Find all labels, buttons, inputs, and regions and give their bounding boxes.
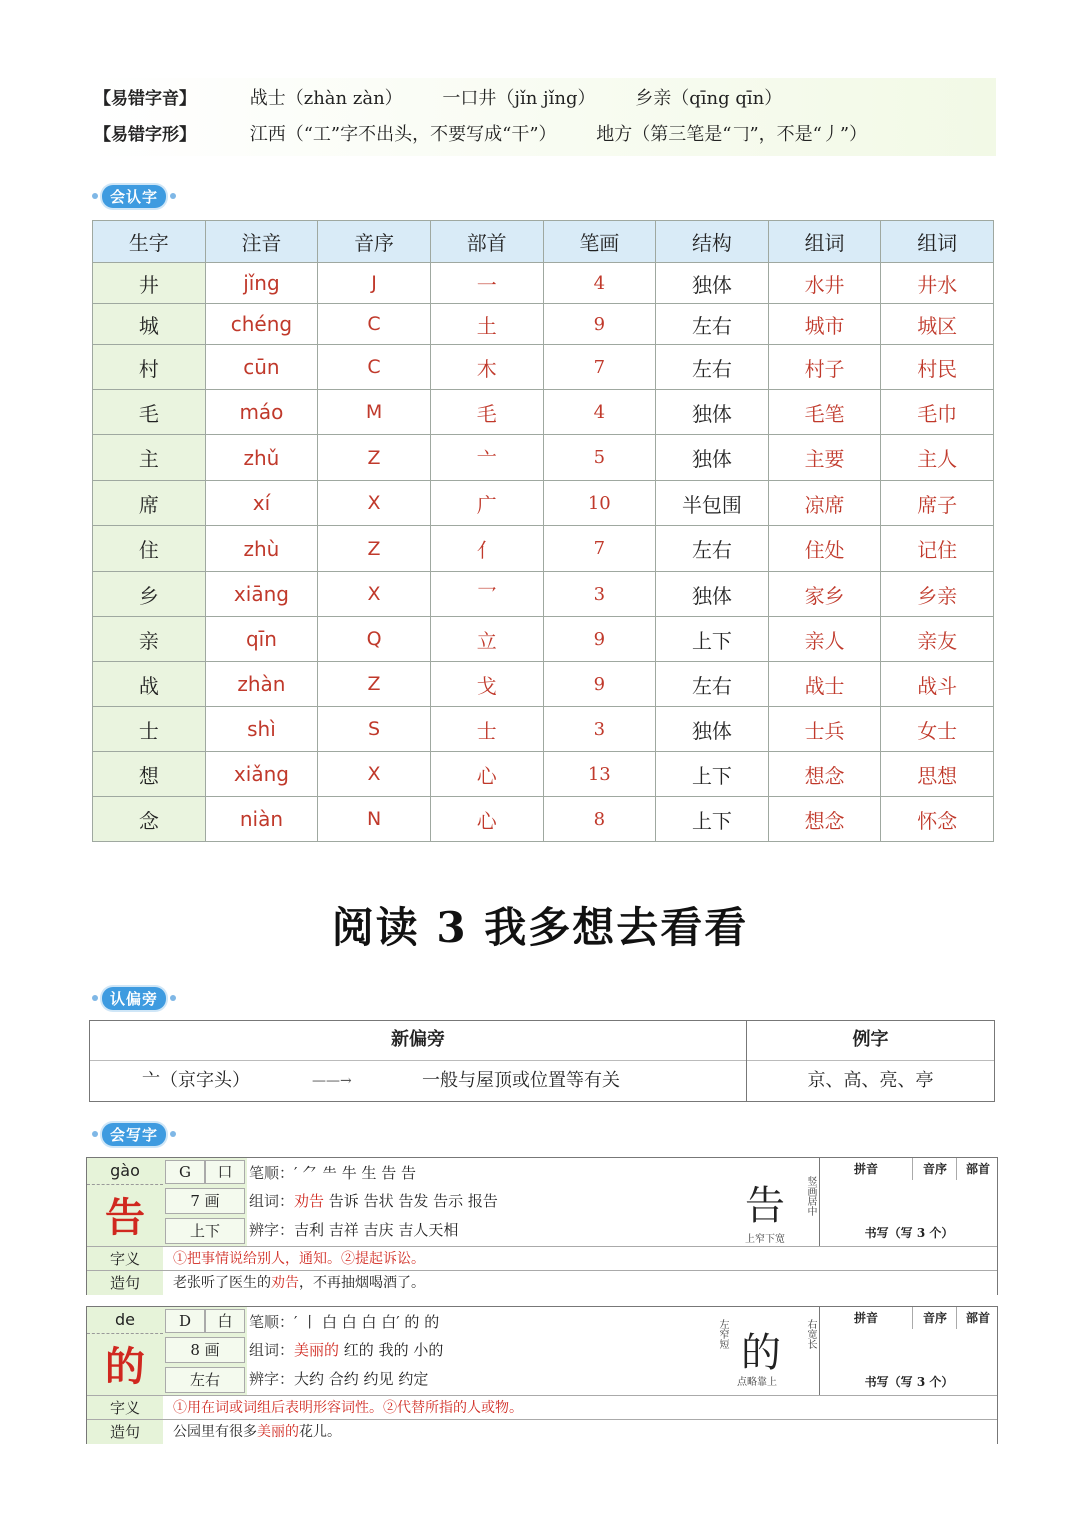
table-cell: 8 bbox=[543, 797, 656, 842]
table-cell: 心 bbox=[430, 752, 543, 797]
pronunciation-label: 【易错字音】 bbox=[94, 89, 196, 109]
table-cell: cūn bbox=[205, 345, 318, 390]
table-cell: 战斗 bbox=[881, 662, 994, 707]
table-cell: 9 bbox=[543, 662, 656, 707]
table-cell: 10 bbox=[543, 481, 656, 526]
table-cell: 城 bbox=[93, 304, 206, 345]
badge-label: 认偏旁 bbox=[102, 987, 166, 1010]
dot-icon bbox=[92, 1131, 98, 1137]
practice-header: 拼音 bbox=[853, 1311, 878, 1325]
table-cell: 住处 bbox=[768, 526, 881, 572]
table-cell: 主要 bbox=[768, 435, 881, 481]
writing-guide bbox=[711, 1307, 819, 1395]
table-cell: 亻 bbox=[430, 526, 543, 572]
table-cell: 乡 bbox=[93, 572, 206, 617]
compare-label: 辨字： bbox=[249, 1221, 295, 1239]
table-cell: 上下 bbox=[656, 797, 769, 842]
lesson-title: 阅读 3 我多想去看看 bbox=[331, 903, 749, 952]
table-cell: 主 bbox=[93, 435, 206, 481]
guide-character: 的 bbox=[741, 1330, 781, 1376]
table-cell: M bbox=[318, 390, 431, 435]
dot-icon bbox=[170, 1131, 176, 1137]
table-cell: 士 bbox=[93, 707, 206, 752]
table-cell: 9 bbox=[543, 617, 656, 662]
table-cell: Q bbox=[318, 617, 431, 662]
column-header: 笔画 bbox=[543, 221, 656, 263]
meaning-label: 字义 bbox=[87, 1396, 163, 1420]
char-info-panel bbox=[87, 1307, 247, 1395]
dot-icon bbox=[92, 995, 98, 1001]
meaning-label: 字义 bbox=[87, 1247, 163, 1271]
table-cell: 想 bbox=[93, 752, 206, 797]
table-cell: 主人 bbox=[881, 435, 994, 481]
table-cell: 凉席 bbox=[768, 481, 881, 526]
meaning-row bbox=[87, 1395, 997, 1420]
table-row bbox=[93, 345, 994, 390]
table-cell: X bbox=[318, 752, 431, 797]
column-header: 组词 bbox=[768, 221, 881, 263]
table-cell: 毛巾 bbox=[881, 390, 994, 435]
table-cell: Z bbox=[318, 435, 431, 481]
table-cell: 左右 bbox=[656, 345, 769, 390]
sentence-label: 造句 bbox=[87, 1420, 163, 1444]
table-cell: 戈 bbox=[430, 662, 543, 707]
table-cell: zhǔ bbox=[205, 435, 318, 481]
table-cell: 立 bbox=[430, 617, 543, 662]
table-cell: 城市 bbox=[768, 304, 881, 345]
radical-examples: 京、高、亮、亭 bbox=[807, 1070, 934, 1091]
table-cell: 一 bbox=[430, 263, 543, 304]
char-pinyin: de bbox=[87, 1307, 163, 1334]
table-cell: shì bbox=[205, 707, 318, 752]
table-cell: 5 bbox=[543, 435, 656, 481]
note-item: 乡亲（qīng qīn） bbox=[635, 88, 783, 109]
table-cell: 席子 bbox=[881, 481, 994, 526]
table-cell: Z bbox=[318, 526, 431, 572]
sentence-text: 公园里有很多美丽的花儿。 bbox=[173, 1424, 341, 1440]
table-cell: 左右 bbox=[656, 526, 769, 572]
table-cell: 士兵 bbox=[768, 707, 881, 752]
practice-write-label: 书写（写 3 个） bbox=[864, 1226, 954, 1240]
stroke-order-line bbox=[249, 1159, 416, 1187]
radicals-table bbox=[89, 1020, 995, 1102]
table-cell: 亠 bbox=[430, 435, 543, 481]
words-line bbox=[249, 1187, 498, 1215]
table-cell: C bbox=[318, 304, 431, 345]
table-row bbox=[93, 752, 994, 797]
table-cell: 4 bbox=[543, 263, 656, 304]
table-cell: chéng bbox=[205, 304, 318, 345]
error-notes bbox=[88, 78, 996, 156]
table-cell: 广 bbox=[430, 481, 543, 526]
table-cell: 乛 bbox=[430, 572, 543, 617]
note-item: 江西（“工”字不出头，不要写成“干”） bbox=[249, 124, 557, 145]
word-list: 红的 我的 小的 bbox=[339, 1341, 444, 1359]
table-cell: 井水 bbox=[881, 263, 994, 304]
dot-icon bbox=[170, 995, 176, 1001]
table-row bbox=[93, 797, 994, 842]
guide-tip: 上窄下宽 bbox=[745, 1234, 785, 1245]
compare-line bbox=[249, 1216, 458, 1244]
table-cell: niàn bbox=[205, 797, 318, 842]
guide-tip: 左窄短 bbox=[717, 1319, 728, 1349]
column-header: 注音 bbox=[205, 221, 318, 263]
table-cell: S bbox=[318, 707, 431, 752]
char-strokes: 8 画 bbox=[165, 1337, 245, 1363]
table-cell: X bbox=[318, 572, 431, 617]
table-cell: 左右 bbox=[656, 304, 769, 345]
table-cell: 想念 bbox=[768, 752, 881, 797]
table-cell: 左右 bbox=[656, 662, 769, 707]
table-row bbox=[93, 572, 994, 617]
practice-header: 部首 bbox=[956, 1307, 999, 1329]
words-label: 组词： bbox=[249, 1341, 295, 1359]
shape-label: 【易错字形】 bbox=[94, 125, 196, 145]
guide-tip: 点略靠上 bbox=[737, 1377, 777, 1388]
table-cell: 毛笔 bbox=[768, 390, 881, 435]
char-strokes: 7 画 bbox=[165, 1188, 245, 1214]
table-row bbox=[93, 304, 994, 345]
table-cell: zhàn bbox=[205, 662, 318, 707]
char-index-letter: G bbox=[165, 1160, 205, 1184]
compare-words: 吉利 吉祥 吉庆 吉人天相 bbox=[294, 1221, 459, 1239]
stroke-order-label: 笔顺： bbox=[249, 1313, 295, 1331]
practice-grid bbox=[819, 1158, 998, 1246]
table-cell: 7 bbox=[543, 526, 656, 572]
table-cell: 上下 bbox=[656, 752, 769, 797]
note-item: 地方（第三笔是“𠃌”，不是“丿”） bbox=[596, 124, 868, 145]
table-cell: 3 bbox=[543, 572, 656, 617]
table-cell: 亲 bbox=[93, 617, 206, 662]
table-cell: zhù bbox=[205, 526, 318, 572]
table-row bbox=[93, 526, 994, 572]
writing-guide bbox=[711, 1158, 819, 1246]
stroke-order-label: 笔顺： bbox=[249, 1164, 295, 1182]
table-cell: 亲人 bbox=[768, 617, 881, 662]
sentence-row bbox=[87, 1270, 997, 1295]
words-line bbox=[249, 1336, 443, 1364]
shape-notes bbox=[94, 120, 901, 150]
note-item: 一口井（jǐn jǐng） bbox=[442, 88, 596, 109]
table-cell: 思想 bbox=[881, 752, 994, 797]
guide-tip: 竖画居中 bbox=[805, 1176, 816, 1216]
writing-card-gao bbox=[86, 1157, 998, 1295]
table-cell: 席 bbox=[93, 481, 206, 526]
word-list: 告诉 告状 告发 告示 报告 bbox=[324, 1192, 498, 1210]
table-row bbox=[93, 707, 994, 752]
column-header: 结构 bbox=[656, 221, 769, 263]
table-cell: 士 bbox=[430, 707, 543, 752]
column-header: 组词 bbox=[881, 221, 994, 263]
practice-header: 拼音 bbox=[853, 1162, 878, 1176]
table-row bbox=[93, 617, 994, 662]
table-cell: máo bbox=[205, 390, 318, 435]
table-cell: 住 bbox=[93, 526, 206, 572]
table-header-row bbox=[93, 221, 994, 263]
table-cell: 7 bbox=[543, 345, 656, 390]
table-cell: 亲友 bbox=[881, 617, 994, 662]
table-cell: 独体 bbox=[656, 707, 769, 752]
table-cell: 独体 bbox=[656, 390, 769, 435]
highlight-word: 美丽的 bbox=[294, 1341, 340, 1359]
big-character: 告 bbox=[105, 1194, 145, 1241]
table-cell: 独体 bbox=[656, 263, 769, 304]
practice-write-label: 书写（写 3 个） bbox=[864, 1375, 954, 1389]
column-header: 音序 bbox=[318, 221, 431, 263]
char-index-letter: D bbox=[165, 1309, 205, 1333]
note-item: 战士（zhàn zàn） bbox=[249, 88, 403, 109]
column-header: 部首 bbox=[430, 221, 543, 263]
table-cell: 战 bbox=[93, 662, 206, 707]
sentence-text: 老张听了医生的劝告，不再抽烟喝酒了。 bbox=[173, 1275, 425, 1291]
column-header: 新偏旁 bbox=[391, 1029, 445, 1050]
table-cell: C bbox=[318, 345, 431, 390]
badge-label: 会写字 bbox=[102, 1123, 166, 1146]
big-character: 的 bbox=[105, 1343, 145, 1390]
section-badge-radicals bbox=[92, 987, 176, 1009]
practice-header: 音序 bbox=[912, 1158, 957, 1180]
arrow-icon: ——→ bbox=[312, 1073, 352, 1089]
table-cell: xiǎng bbox=[205, 752, 318, 797]
table-cell: 4 bbox=[543, 390, 656, 435]
table-row bbox=[93, 662, 994, 707]
table-cell: 村民 bbox=[881, 345, 994, 390]
guide-tip: 右宽长 bbox=[805, 1319, 816, 1349]
section-badge-recognize bbox=[92, 185, 176, 207]
table-cell: qīn bbox=[205, 617, 318, 662]
table-row bbox=[93, 481, 994, 526]
practice-header: 部首 bbox=[956, 1158, 999, 1180]
table-cell: X bbox=[318, 481, 431, 526]
sentence-row bbox=[87, 1419, 997, 1444]
table-row bbox=[93, 390, 994, 435]
table-cell: 心 bbox=[430, 797, 543, 842]
table-cell: 独体 bbox=[656, 572, 769, 617]
highlight-word: 劝告 bbox=[294, 1192, 325, 1210]
table-cell: xí bbox=[205, 481, 318, 526]
compare-label: 辨字： bbox=[249, 1370, 295, 1388]
radical-name: 亠（京字头） bbox=[142, 1070, 250, 1091]
stroke-order-line bbox=[249, 1308, 439, 1336]
pronunciation-notes bbox=[94, 84, 816, 114]
stroke-order: ′ 丨 白 白 白 白′ 的 的 bbox=[294, 1313, 440, 1331]
table-cell: xiāng bbox=[205, 572, 318, 617]
char-info-panel bbox=[87, 1158, 247, 1246]
table-cell: 上下 bbox=[656, 617, 769, 662]
table-cell: 毛 bbox=[93, 390, 206, 435]
practice-grid bbox=[819, 1307, 998, 1395]
radical-meaning: 一般与屋顶或位置等有关 bbox=[422, 1070, 620, 1091]
table-cell: 土 bbox=[430, 304, 543, 345]
table-cell: J bbox=[318, 263, 431, 304]
dot-icon bbox=[92, 193, 98, 199]
table-row bbox=[93, 435, 994, 481]
meaning-text: ①用在词或词组后表明形容词性。②代替所指的人或物。 bbox=[173, 1400, 523, 1416]
table-cell: 怀念 bbox=[881, 797, 994, 842]
table-cell: 井 bbox=[93, 263, 206, 304]
words-label: 组词： bbox=[249, 1192, 295, 1210]
table-cell: Z bbox=[318, 662, 431, 707]
column-header: 生字 bbox=[93, 221, 206, 263]
table-cell: jǐng bbox=[205, 263, 318, 304]
table-cell: 想念 bbox=[768, 797, 881, 842]
column-header: 例字 bbox=[852, 1029, 889, 1050]
table-cell: 记住 bbox=[881, 526, 994, 572]
badge-label: 会认字 bbox=[102, 185, 166, 208]
char-radical: 白 bbox=[205, 1309, 245, 1333]
table-cell: 水井 bbox=[768, 263, 881, 304]
table-cell: 女士 bbox=[881, 707, 994, 752]
writing-card-de bbox=[86, 1306, 998, 1444]
table-cell: 村子 bbox=[768, 345, 881, 390]
guide-character: 告 bbox=[745, 1183, 785, 1229]
table-cell: 村 bbox=[93, 345, 206, 390]
practice-header: 音序 bbox=[912, 1307, 957, 1329]
table-cell: 城区 bbox=[881, 304, 994, 345]
section-badge-write bbox=[92, 1123, 176, 1145]
char-structure: 上下 bbox=[165, 1218, 245, 1244]
table-cell: 乡亲 bbox=[881, 572, 994, 617]
meaning-text: ①把事情说给别人，通知。②提起诉讼。 bbox=[173, 1251, 425, 1267]
table-cell: 念 bbox=[93, 797, 206, 842]
char-structure: 左右 bbox=[165, 1367, 245, 1393]
compare-words: 大约 合约 约见 约定 bbox=[294, 1370, 429, 1388]
table-cell: 木 bbox=[430, 345, 543, 390]
table-cell: 半包围 bbox=[656, 481, 769, 526]
dot-icon bbox=[170, 193, 176, 199]
char-radical: 口 bbox=[205, 1160, 245, 1184]
sentence-label: 造句 bbox=[87, 1271, 163, 1295]
table-cell: 9 bbox=[543, 304, 656, 345]
characters-table bbox=[92, 220, 994, 842]
table-cell: 3 bbox=[543, 707, 656, 752]
table-cell: 家乡 bbox=[768, 572, 881, 617]
table-cell: 13 bbox=[543, 752, 656, 797]
stroke-order: ′ ⺈ ⺧ 牛 生 告 告 bbox=[294, 1164, 417, 1182]
char-pinyin: gào bbox=[87, 1158, 163, 1185]
compare-line bbox=[249, 1365, 428, 1393]
table-row bbox=[93, 263, 994, 304]
table-cell: 战士 bbox=[768, 662, 881, 707]
table-cell: N bbox=[318, 797, 431, 842]
table-cell: 独体 bbox=[656, 435, 769, 481]
table-cell: 毛 bbox=[430, 390, 543, 435]
meaning-row bbox=[87, 1246, 997, 1271]
